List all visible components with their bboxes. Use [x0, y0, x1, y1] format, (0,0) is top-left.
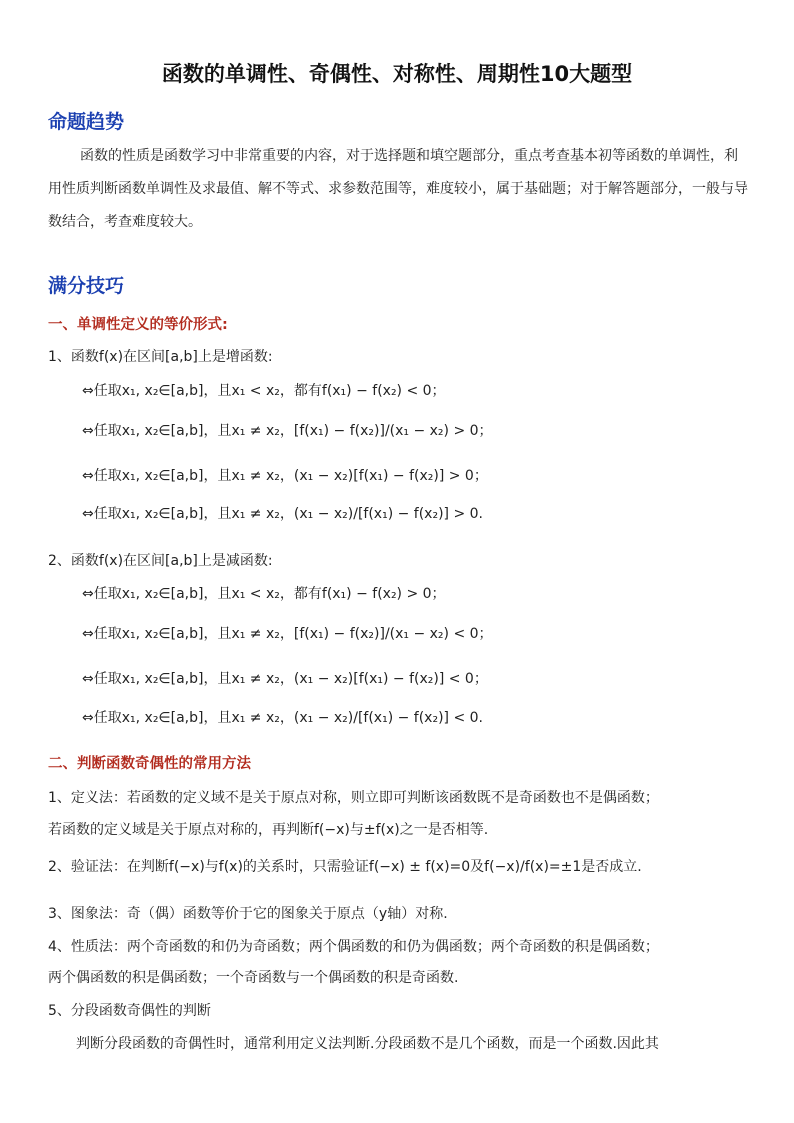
parity-line-1: 1、定义法：若函数的定义域不是关于原点对称，则立即可判断该函数既不是奇函数也不是偶函数； — [48, 790, 659, 806]
parity-line-3: 3、图象法：奇（偶）函数等价于它的图象关于原点（y轴）对称. — [48, 906, 448, 922]
increasing-label — [48, 346, 273, 366]
inc-item-3: ⇔任取x₁, x₂∈[a,b]，且x₁ ≠ x₂，(x₁ − x₂)[f(x₁) − f(x₂)] > 0； — [82, 468, 488, 484]
inc-item-4: ⇔任取x₁, x₂∈[a,b]，且x₁ ≠ x₂，(x₁ − x₂)/[f(x₁) − f(x₂)] > 0. — [82, 506, 483, 522]
parity-line-1b: 若函数的定义域是关于原点对称的，再判断f(−x)与±f(x)之一是否相等. — [48, 822, 489, 838]
dec-item-2: ⇔任取x₁, x₂∈[a,b]，且x₁ ≠ x₂，[f(x₁) − f(x₂)]/(x₁ − x₂) < 0； — [82, 626, 493, 642]
monotonicity-heading: 一、单调性定义的等价形式: — [48, 317, 228, 333]
parity-line-6: 判断分段函数的奇偶性时，通常利用定义法判断.分段函数不是几个函数，而是一个函数.因此其 — [76, 1036, 659, 1052]
parity-line-4b: 两个偶函数的积是偶函数；一个奇函数与一个偶函数的积是奇函数. — [48, 970, 459, 986]
dec-item-3: ⇔任取x₁, x₂∈[a,b]，且x₁ ≠ x₂，(x₁ − x₂)[f(x₁) − f(x₂)] < 0； — [82, 671, 488, 687]
trend-paragraph: 函数的性质是函数学习中非常重要的内容，对于选择题和填空题部分，重点考查基本初等函数的单调性，利用性质判断函数单调性及求最值、解不等式、求参数范围等，难度较小，属于基础题；对于解答题部分，一般与导数结合，考查难度较大。 — [48, 148, 748, 230]
parity-heading: 二、判断函数奇偶性的常用方法 — [48, 756, 251, 772]
parity-line-2: 2、验证法：在判断f(−x)与f(x)的关系时，只需验证f(−x) ± f(x)=0及f(−x)/f(x)=±1是否成立. — [48, 859, 642, 875]
inc-item-2: ⇔任取x₁, x₂∈[a,b]，且x₁ ≠ x₂，[f(x₁) − f(x₂)]/(x₁ − x₂) > 0； — [82, 423, 493, 439]
dec-item-4: ⇔任取x₁, x₂∈[a,b]，且x₁ ≠ x₂，(x₁ − x₂)/[f(x₁) − f(x₂)] < 0. — [82, 710, 483, 726]
decreasing-label — [48, 550, 273, 570]
inc-item-1: ⇔任取x₁, x₂∈[a,b]，且x₁ < x₂，都有f(x₁) − f(x₂) < 0； — [82, 383, 446, 399]
trend-heading: 命题趋势 — [48, 111, 125, 133]
decreasing-label-text: 2、函数f(x)在区间[a,b]上是减函数: — [48, 553, 273, 569]
parity-line-4: 4、性质法：两个奇函数的和仍为奇函数；两个偶函数的和仍为偶函数；两个奇函数的积是偶函数； — [48, 939, 659, 955]
page-title: 函数的单调性、奇偶性、对称性、周期性10大题型 — [161, 62, 633, 86]
dec-item-1: ⇔任取x₁, x₂∈[a,b]，且x₁ < x₂，都有f(x₁) − f(x₂) > 0； — [82, 586, 446, 602]
increasing-label-text: 1、函数f(x)在区间[a,b]上是增函数: — [48, 349, 273, 365]
parity-line-5: 5、分段函数奇偶性的判断 — [48, 1003, 211, 1019]
skills-heading: 满分技巧 — [48, 275, 125, 297]
